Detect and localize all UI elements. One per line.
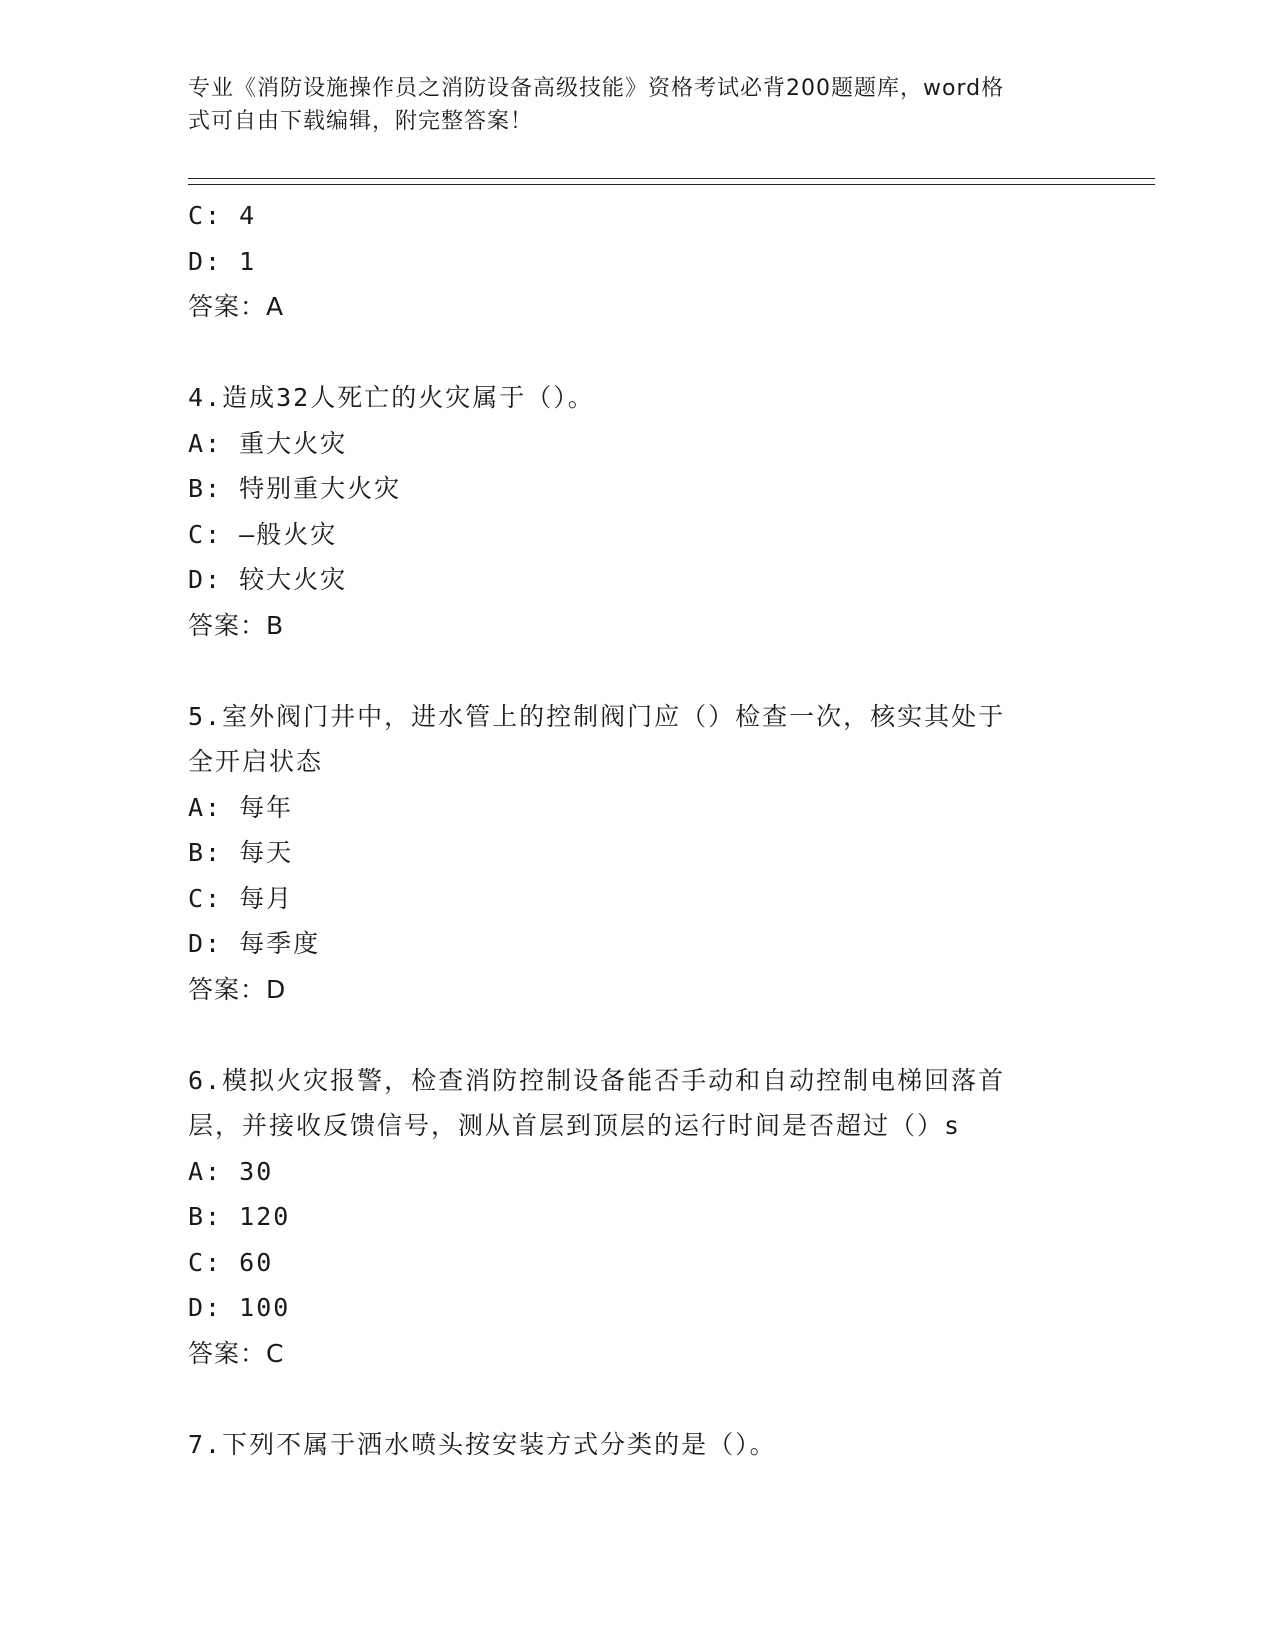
answer: 答案：D [188,974,287,1004]
option-c: C: 每月 [188,883,294,913]
question-4 [188,375,1068,648]
option-c: C: 60 [188,1247,274,1277]
question-text: 4.造成32人死亡的火灾属于（）。 [188,383,595,412]
option-d: D: 1 [188,246,257,276]
question-list [188,193,1068,1467]
header-divider [188,178,1155,185]
spacer [188,330,1068,376]
option-d: D: 100 [188,1293,291,1322]
spacer [188,1012,1068,1058]
answer: 答案：C [188,1338,285,1368]
spacer [188,648,1068,694]
option-a: A: 每年 [188,792,294,822]
question-text-line-2: 全开启状态 [188,747,324,776]
option-c: C: —般火灾 [188,519,338,549]
question-text-line-2: 层，并接收反馈信号，测从首层到顶层的运行时间是否超过（）s [188,1111,962,1140]
question-text: 7.下列不属于洒水喷头按安装方式分类的是（）。 [188,1429,777,1459]
option-d: D: 每季度 [188,929,321,958]
question-5 [188,694,1068,1013]
header-line-1: 专业《消防设施操作员之消防设备高级技能》资格考试必背200题题库，word格 [188,76,1005,101]
question-7 [188,1422,1068,1468]
option-b: B: 每天 [188,838,294,867]
spacer [188,1376,1068,1422]
question-text-line-1: 5.室外阀门井中，进水管上的控制阀门应（）检查一次，核实其处于 [188,701,1006,731]
answer: 答案：A [188,292,285,321]
question-6 [188,1058,1068,1377]
option-b: B: 120 [188,1202,291,1231]
page-header [188,72,1068,138]
option-c: C: 4 [188,201,257,230]
answer: 答案：B [188,610,285,640]
option-d: D: 较大火灾 [188,565,348,594]
option-a: A: 重大火灾 [188,428,348,458]
question-3-tail [188,193,1068,330]
option-b: B: 特别重大火灾 [188,474,402,503]
question-text-line-1: 6.模拟火灾报警，检查消防控制设备能否手动和自动控制电梯回落首 [188,1065,1006,1095]
header-line-2: 式可自由下载编辑，附完整答案！ [188,109,534,134]
option-a: A: 30 [188,1156,274,1186]
